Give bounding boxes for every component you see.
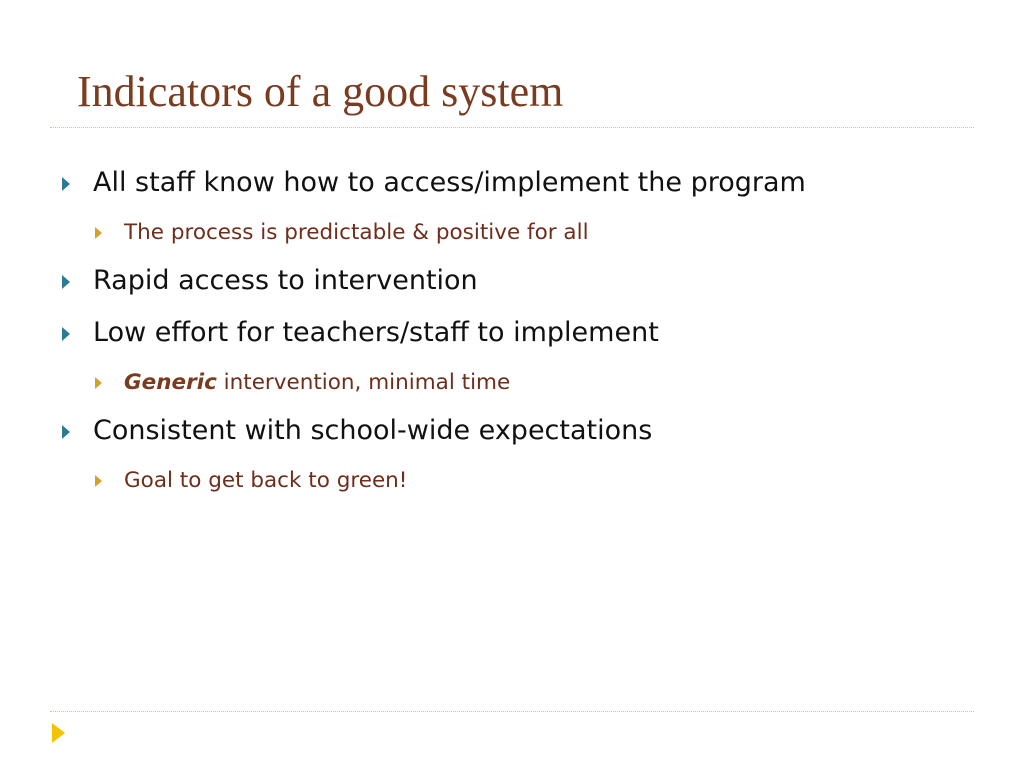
sub-bullet-text: Goal to get back to green! [124,468,408,493]
gold-bullet-icon [95,377,102,389]
bullet-text: Consistent with school-wide expectations [93,415,653,446]
bullet-text: Low effort for teachers/staff to implement [93,317,659,348]
bullet-item [60,411,960,463]
gold-bullet-icon [95,475,102,487]
title-divider [50,127,974,128]
bullet-item [60,313,960,365]
slide-title: Indicators of a good system [77,67,564,116]
footer-arrow-icon [52,723,65,743]
sub-bullet-item [60,463,960,509]
emphasized-word: Generic [124,370,217,395]
bullet-item [60,163,960,215]
teal-bullet-icon [62,327,70,341]
teal-bullet-icon [62,177,70,191]
sub-bullet-item [60,215,960,261]
bullet-list [60,163,960,509]
gold-bullet-icon [95,227,102,239]
bullet-item [60,261,960,313]
sub-bullet-item [60,365,960,411]
footer-divider [50,711,974,712]
bullet-text: Rapid access to intervention [93,265,478,296]
bullet-text: All staff know how to access/implement the program [93,167,806,198]
teal-bullet-icon [62,425,70,439]
sub-bullet-text: intervention, minimal time [216,370,511,395]
teal-bullet-icon [62,275,70,289]
sub-bullet-text: The process is predictable & positive for all [124,220,589,245]
